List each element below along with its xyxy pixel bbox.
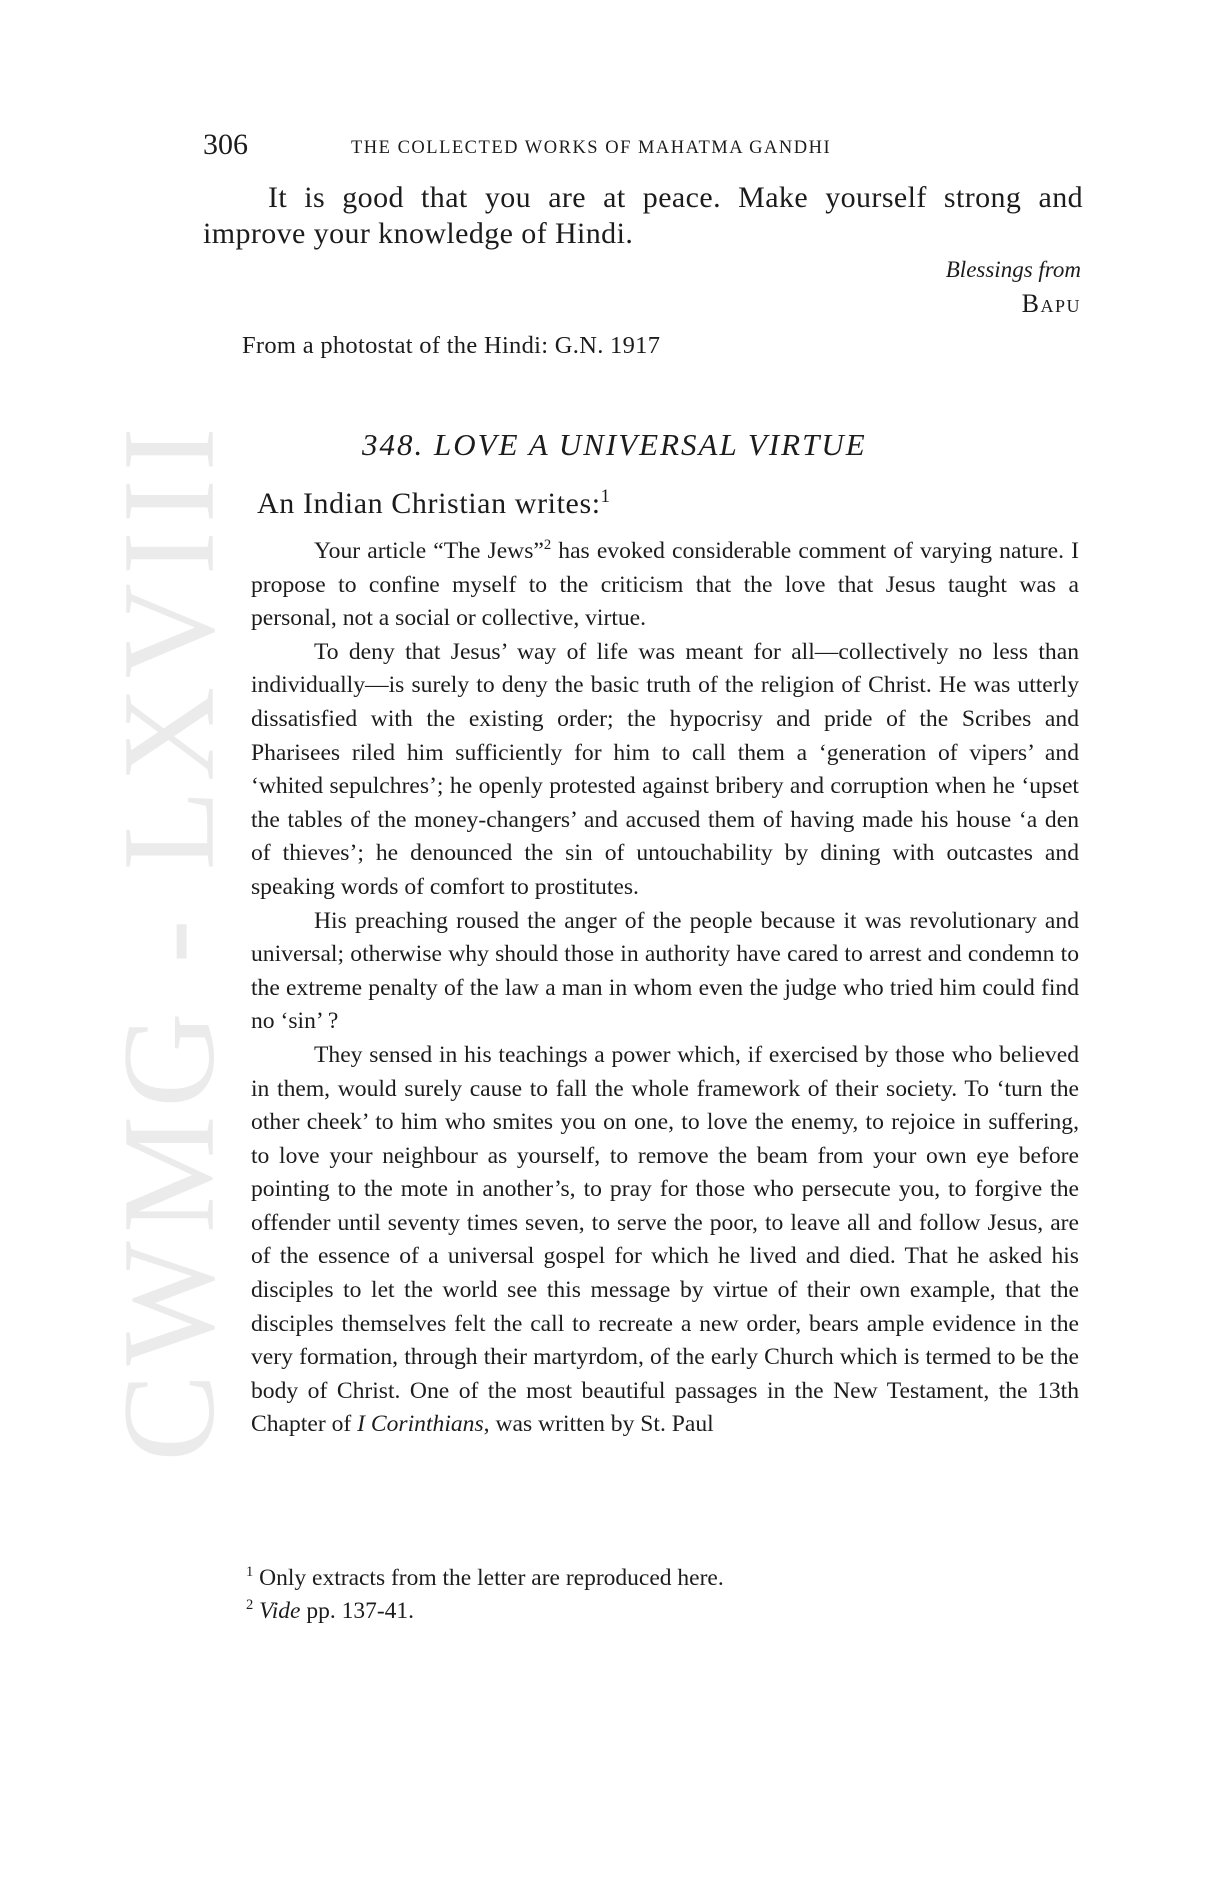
- footnote-2-mark: 2: [246, 1597, 254, 1614]
- footnotes: [246, 1562, 724, 1628]
- quote-p4-text-b: , was written by St. Paul: [483, 1411, 714, 1438]
- footnote-2: [246, 1595, 724, 1628]
- footnote-1-text: Only extracts from the letter are reproduced here.: [253, 1565, 724, 1591]
- footnote-ref-1: 1: [600, 486, 611, 507]
- section-title: 348. LOVE A UNIVERSAL VIRTUE: [362, 427, 867, 462]
- blessing-line: Blessings from: [945, 257, 1081, 282]
- signature-name: Bapu: [1021, 289, 1081, 318]
- quote-paragraph-3: His preaching roused the anger of the people because it was revolutionary and universal; otherwise why should those in authority have cared to arrest and condemn to the extreme penalty of the law a man in whom even the judge who tried him could find no ‘sin’ ?: [251, 907, 1079, 1035]
- footnote-2-italic: Vide: [259, 1598, 301, 1624]
- source-note: From a photostat of the Hindi: G.N. 1917: [242, 332, 661, 359]
- quote-paragraph-2: To deny that Jesus’ way of life was meant for all—collectively no less than individually—is surely to deny the basic truth of the religion of Christ. He was utterly dissatisfied with the existing order; the hypocrisy and pride of the Scribes and Pharisees riled him sufficiently for him to call them a ‘generation of vipers’ and ‘whited sepulchres’; he openly protested against bribery and corruption when he ‘upset the tables of the money-changers’ and accused them of having made his house ‘a den of thieves’; he denounced the sin of untouchability by dining with outcastes and speaking words of comfort to prostitutes.: [251, 638, 1079, 900]
- watermark-text: CWMG - LXVIII: [94, 418, 242, 1462]
- page-number: 306: [203, 128, 248, 161]
- footnote-ref-2: 2: [543, 537, 552, 554]
- watermark: [94, 400, 242, 1480]
- quote-p1-text-a: Your article “The Jews”: [314, 538, 544, 564]
- lead-text: An Indian Christian writes:: [257, 487, 601, 520]
- running-title: THE COLLECTED WORKS OF MAHATMA GANDHI: [351, 138, 832, 158]
- quote-p4-book-title: I Corinthians: [357, 1411, 484, 1438]
- intro-paragraph: It is good that you are at peace. Make yourself strong and improve your knowledge of Hindi.: [203, 181, 1083, 250]
- quoted-letter: [251, 535, 1079, 1442]
- quote-p4-text-a: They sensed in his teachings a power which, if exercised by those who believed in them, would surely cause to fall the whole framework of their society. To ‘turn the other cheek’ to him who smites you on one, to love the enemy, to rejoice in suffering, to love your neighbour as yourself, to remove the beam from your own eye before pointing to the mote in another’s, to pray for those who persecute you, to forgive the offender until seventy times seven, to serve the poor, to leave all and follow Jesus, are of the essence of a universal gospel for which he lived and died. That he asked his disciples to let the world see this message by virtue of their own example, that the disciples themselves felt the call to recreate a new order, bears ample evidence in the very formation, through their martyrdom, of the early Church which is termed to be the body of Christ. One of the most beautiful passages in the New Testament, the 13th Chapter of: [251, 1041, 1079, 1438]
- lead-line: [257, 487, 611, 521]
- footnote-2-text: pp. 137-41.: [300, 1598, 415, 1624]
- footnote-1-mark: 1: [246, 1564, 254, 1581]
- blessing-signoff: [946, 257, 1081, 319]
- footnote-1: [246, 1562, 724, 1595]
- quote-paragraph-1: [251, 535, 1079, 636]
- quote-p1-text-b: has evoked considerable comment of varying nature. I propose to confine myself to the criticism that the love that Jesus taught was a personal, not a social or collective, virtue.: [251, 538, 1079, 632]
- quote-paragraph-4: [251, 1039, 1079, 1442]
